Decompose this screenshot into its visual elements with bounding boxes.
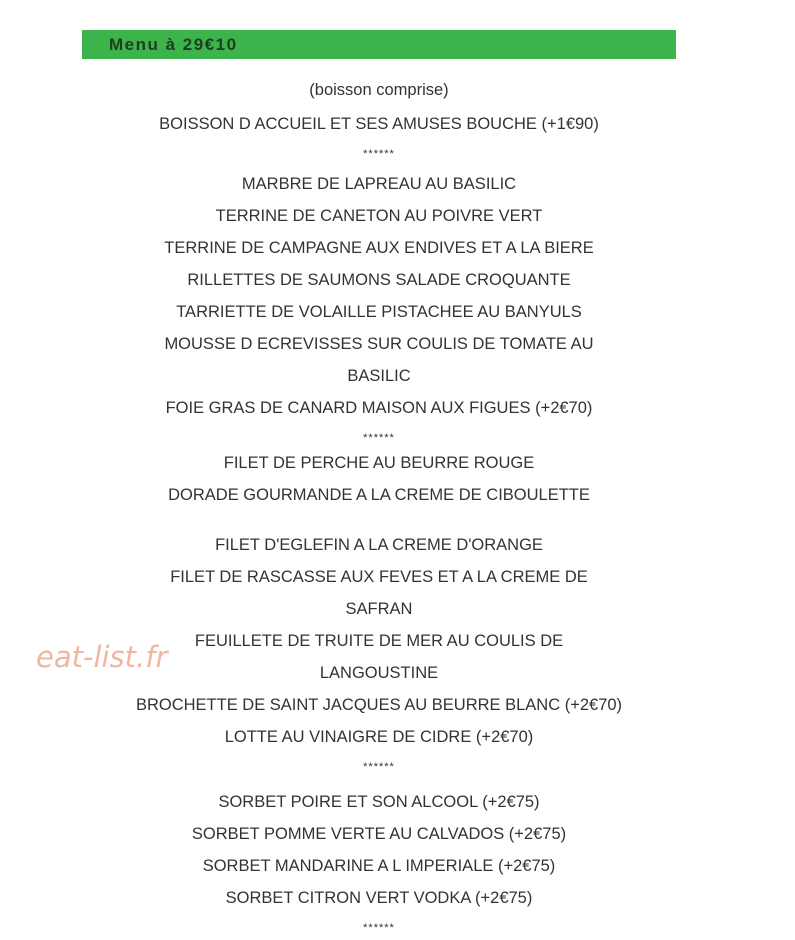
menu-item: SORBET POMME VERTE AU CALVADOS (+2€75) (191, 825, 567, 843)
menu-item: FILET DE PERCHE AU BEURRE ROUGE (223, 454, 535, 472)
menu-header-bar (82, 30, 676, 59)
menu-item: SORBET POIRE ET SON ALCOOL (+2€75) (218, 793, 540, 811)
menu-item: FILET DE RASCASSE AUX FEVES ET A LA CREME DE (170, 568, 588, 586)
menu-item: BROCHETTE DE SAINT JACQUES AU BEURRE BLANC (+2€70) (135, 696, 623, 714)
menu-subtitle: (boisson comprise) (309, 81, 449, 99)
separator: ****** (363, 922, 395, 934)
menu-item: FILET D'EGLEFIN A LA CREME D'ORANGE (215, 536, 543, 554)
separator: ****** (363, 432, 395, 444)
separator: ****** (363, 761, 395, 773)
menu-item: MARBRE DE LAPREAU AU BASILIC (241, 175, 517, 193)
menu-item: FEUILLETE DE TRUITE DE MER AU COULIS DE (194, 632, 564, 650)
menu-item: LOTTE AU VINAIGRE DE CIDRE (+2€70) (224, 728, 534, 746)
menu-item: BASILIC (347, 367, 411, 385)
separator: ****** (363, 148, 395, 160)
menu-item: SAFRAN (345, 600, 413, 618)
menu-item: TARRIETTE DE VOLAILLE PISTACHEE AU BANYULS (176, 303, 582, 321)
menu-item: TERRINE DE CAMPAGNE AUX ENDIVES ET A LA BIERE (164, 239, 594, 257)
menu-item: MOUSSE D ECREVISSES SUR COULIS DE TOMATE AU (164, 335, 594, 353)
menu-item: DORADE GOURMANDE A LA CREME DE CIBOULETTE (168, 486, 590, 504)
menu-title: Menu à 29€10 (109, 35, 238, 54)
menu-item: RILLETTES DE SAUMONS SALADE CROQUANTE (187, 271, 571, 289)
welcome-item: BOISSON D ACCUEIL ET SES AMUSES BOUCHE (+1€90) (159, 115, 599, 133)
menu-item: SORBET MANDARINE A L IMPERIALE (+2€75) (202, 857, 556, 875)
watermark-logo: eat-list.fr (36, 640, 168, 674)
menu-item: FOIE GRAS DE CANARD MAISON AUX FIGUES (+2€70) (165, 399, 593, 417)
menu-item: LANGOUSTINE (319, 664, 439, 682)
menu-item: TERRINE DE CANETON AU POIVRE VERT (215, 207, 543, 225)
menu-item: SORBET CITRON VERT VODKA (+2€75) (225, 889, 533, 907)
